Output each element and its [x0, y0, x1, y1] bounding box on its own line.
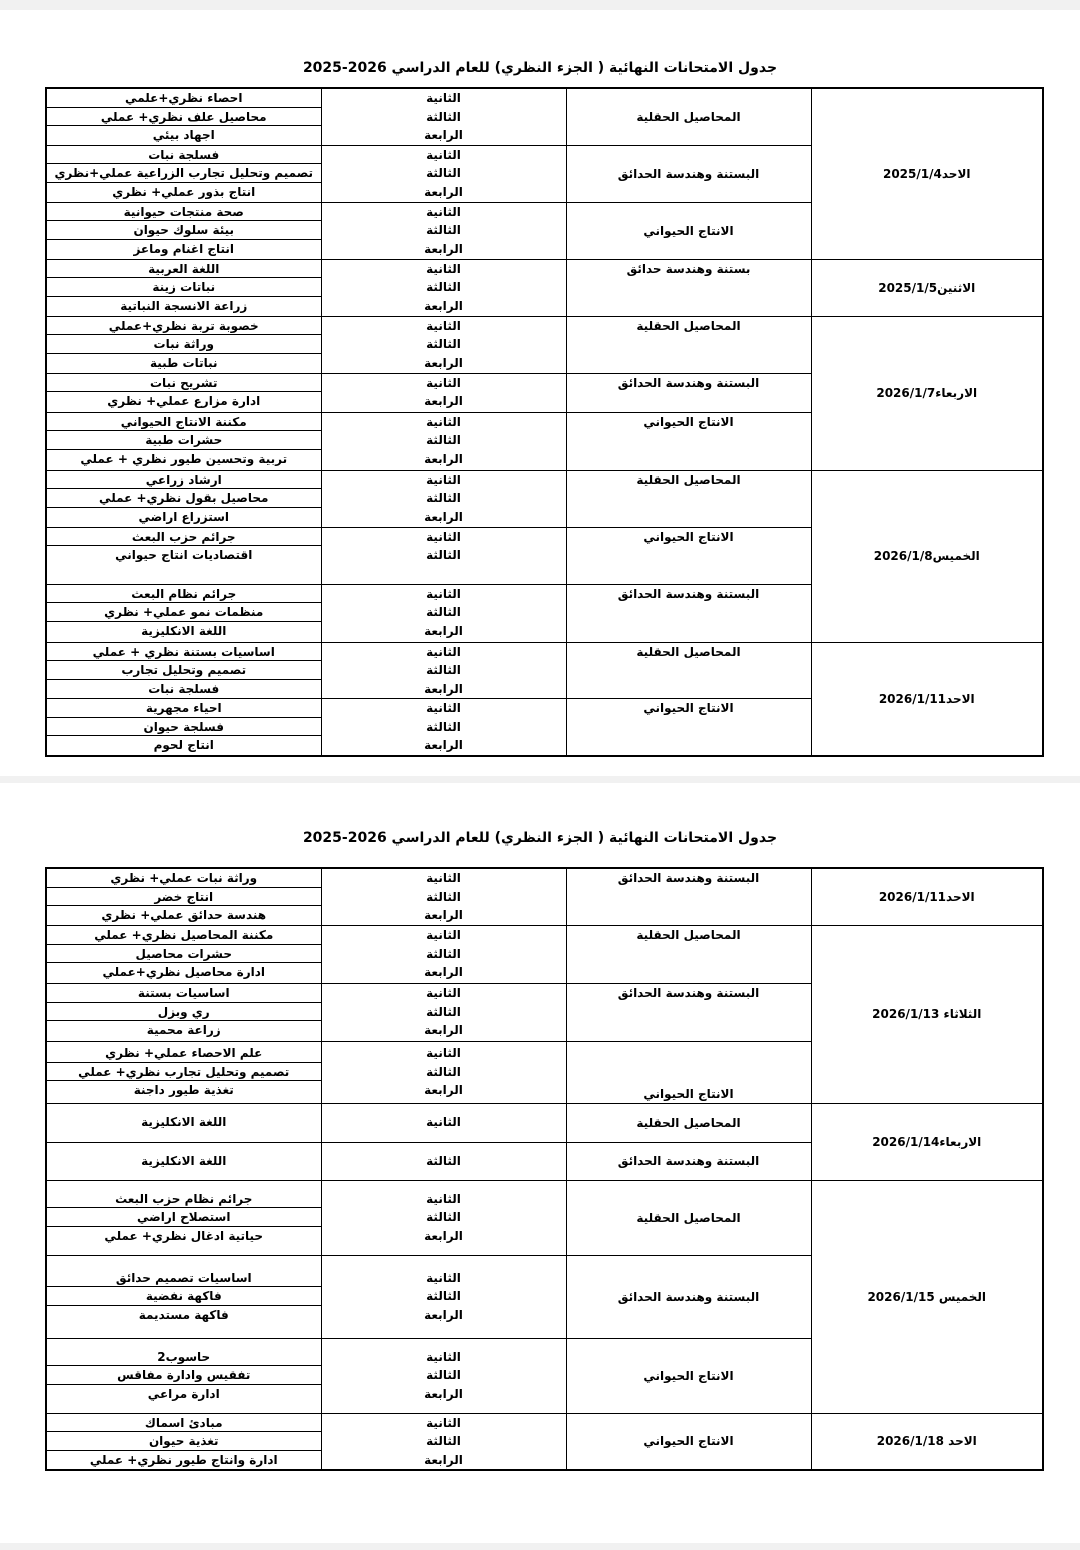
exam-stage: الثانية [426, 261, 461, 276]
exam-subject: صحة منتجات حيوانية [47, 203, 321, 222]
exam-subject: اللغة العربية [47, 260, 321, 279]
subject-list [46, 868, 321, 925]
stage-list [321, 527, 566, 584]
exam-subject: مكننة الانتاج الحيواني [47, 413, 321, 432]
exam-subject: اساسيات بستنة [47, 984, 321, 1003]
exam-stage: الثالثة [426, 280, 461, 294]
exam-stage: الثالثة [426, 1368, 461, 1383]
exam-subject: تغذية طيور داجنة [133, 1083, 234, 1098]
exam-stage: الثانية [426, 1046, 461, 1061]
exam-stage: الرابعة [424, 1386, 463, 1401]
subject-list [46, 925, 321, 983]
subject-list [46, 527, 321, 584]
stage-list [321, 699, 566, 756]
exam-subject: علم الاحصاء عملي+ نظري [47, 1044, 321, 1063]
subject-list [46, 1180, 321, 1255]
exam-stage: الرابعة [424, 451, 463, 466]
exam-subject: تصميم وتحليل تجارب [47, 661, 321, 680]
exam-date: الثلاثاء 2026/1/13 [811, 925, 1043, 1103]
department-name: المحاصيل الحقلية [566, 470, 811, 527]
subject-list [46, 259, 321, 316]
exam-stage: الثانية [426, 147, 461, 162]
exam-subject: احياء مجهرية [47, 699, 321, 718]
stage-list [321, 202, 566, 259]
exam-date: الاربعاء2026/1/7 [811, 316, 1043, 470]
exam-subject: فسلجة نبات [148, 681, 220, 696]
schedule-title: جدول الامتحانات النهائية ( الجزء النظري) للعام الدراسي 2026-2025 [302, 830, 778, 846]
exam-stage: الثانية [426, 701, 461, 715]
exam-stage: الثانية [426, 1270, 461, 1285]
exam-subject: مبادئ اسماك [47, 1414, 321, 1433]
department-name: الانتاج الحيواني [566, 1413, 811, 1470]
exam-subject: محاصيل علف نظري+ عملي [47, 108, 321, 127]
exam-date: الاحد 2026/1/18 [811, 1413, 1043, 1470]
stage-list [321, 1255, 566, 1338]
exam-stage: الرابعة [424, 298, 463, 313]
department-name: المحاصيل الحقلية [566, 88, 811, 145]
exam-subject: منظمات نمو عملي+ نظري [47, 603, 321, 622]
exam-subject: استزراع اراضي [138, 509, 230, 524]
exam-schedule-body [46, 868, 1043, 1470]
exam-subject: جرائم نظام حزب البعث [47, 1190, 321, 1209]
exam-subject: جرائم نظام البعث [47, 585, 321, 604]
exam-stage: الثالثة [426, 605, 461, 619]
exam-subject: ارشاد زراعي [47, 471, 321, 490]
exam-subject: تفقيس وادارة مفاقس [47, 1366, 321, 1385]
department-name: المحاصيل الحقلية [566, 642, 811, 699]
exam-stage: الثانية [426, 529, 461, 544]
schedule-row [46, 925, 1043, 983]
exam-subject: وراثة نبات [47, 335, 321, 354]
department-name: البستنة وهندسة الحدائق [566, 868, 811, 925]
schedule-row [46, 1103, 1043, 1142]
exam-date: الخميس2026/1/8 [811, 470, 1043, 642]
exam-subject: تربية وتحسين طيور نظري + عملي [80, 451, 288, 466]
exam-stage: الثالثة [426, 1210, 461, 1225]
exam-schedule-table [45, 87, 1044, 757]
subject-list [46, 699, 321, 756]
subject-list [46, 88, 321, 145]
department-name: الانتاج الحيواني [566, 699, 811, 756]
schedule-row [46, 642, 1043, 699]
page-separator [0, 776, 1080, 783]
exam-stage: الثالثة [426, 1289, 461, 1304]
exam-subject: ادارة مراعي [147, 1386, 220, 1401]
exam-stage: الثانية [426, 318, 461, 333]
stage-list [321, 868, 566, 925]
exam-stage: الرابعة [424, 1307, 463, 1322]
exam-stage: الرابعة [424, 1023, 463, 1038]
exam-stage: الثانية [426, 1191, 461, 1206]
exam-subject: اللغة الانكليزية [141, 623, 227, 638]
exam-subject: زراعة الانسجة النباتية [120, 298, 248, 313]
subject-list [46, 470, 321, 527]
exam-subject: ري وبزل [47, 1003, 321, 1022]
exam-subject: انتاج لحوم [153, 738, 214, 752]
exam-subject: انتاج اغنام وماعز [133, 241, 235, 256]
exam-stage: الثالثة [426, 109, 461, 124]
department-name: البستنة وهندسة الحدائق [566, 145, 811, 202]
exam-stage: الرابعة [424, 355, 463, 370]
subject-list [46, 202, 321, 259]
exam-stage: الثالثة [426, 663, 461, 677]
exam-stage: الثالثة [426, 1434, 461, 1448]
subject-list [46, 1041, 321, 1103]
subject-list [46, 1103, 321, 1142]
exam-stage: الثانية [426, 414, 461, 429]
exam-stage: الرابعة [424, 738, 463, 752]
exam-stage: الثالثة [426, 491, 461, 505]
stage-list [321, 412, 566, 470]
exam-stage: الرابعة [424, 965, 463, 980]
exam-stage: الثالثة [426, 433, 461, 447]
exam-stage: الرابعة [424, 509, 463, 524]
stage-list [321, 983, 566, 1041]
schedule-row [46, 316, 1043, 373]
subject-list [46, 1338, 321, 1413]
department-name: الانتاج الحيواني [566, 202, 811, 259]
exam-subject: نباتات طبية [149, 355, 218, 370]
exam-schedule-table [45, 867, 1044, 1471]
exam-subject: حشرات طبية [47, 431, 321, 450]
exam-stage: الثالثة [426, 337, 461, 351]
exam-subject: ادارة وانتاج طيور نظري+ عملي [89, 1452, 278, 1467]
exam-subject: نباتات زينة [47, 278, 321, 297]
exam-stage: الثانية [426, 1415, 461, 1430]
department-name: بستنة وهندسة حدائق [566, 259, 811, 316]
exam-stage: الثالثة [426, 223, 461, 237]
subject-list [46, 584, 321, 642]
stage-list [321, 470, 566, 527]
exam-subject: اساسيات تصميم حدائق [47, 1269, 321, 1288]
department-name: البستنة وهندسة الحدائق [566, 983, 811, 1041]
exam-stage: الرابعة [424, 908, 463, 922]
exam-subject: اقتصاديات انتاج حيواني [115, 548, 253, 562]
schedule-row [46, 868, 1043, 925]
subject-list [46, 642, 321, 699]
exam-stage: الرابعة [424, 394, 463, 408]
department-name: الانتاج الحيواني [566, 412, 811, 470]
subject-list [46, 1413, 321, 1470]
department-name: البستنة وهندسة الحدائق [566, 373, 811, 412]
schedule-row [46, 1413, 1043, 1470]
exam-stage: الرابعة [424, 1228, 463, 1243]
exam-subject: فسلجة حيوان [47, 718, 321, 737]
exam-subject: اللغة الانكليزية [141, 1115, 227, 1130]
stage-list [321, 642, 566, 699]
exam-subject: حاسوب2 [47, 1348, 321, 1367]
department-name: البستنة وهندسة الحدائق [566, 1142, 811, 1180]
exam-subject: خصوبة تربة نظري+عملي [47, 317, 321, 336]
stage-list [321, 1338, 566, 1413]
exam-subject: اللغة الانكليزية [141, 1153, 227, 1168]
stage-list [321, 1041, 566, 1103]
department-name: المحاصيل الحقلية [566, 1103, 811, 1142]
exam-subject: انتاج بذور عملي+ نظري [112, 184, 256, 199]
subject-list [46, 1142, 321, 1180]
schedule-row [46, 88, 1043, 145]
subject-list [46, 373, 321, 412]
exam-subject: انتاج خضر [47, 888, 321, 907]
exam-stage: الثانية [426, 375, 461, 390]
exam-subject: فاكهة نفضية [47, 1287, 321, 1306]
exam-date: الاحد2026/1/11 [811, 642, 1043, 756]
page-separator [0, 0, 1080, 10]
stage-list [321, 259, 566, 316]
exam-stage: الثانية [426, 472, 461, 487]
exam-subject: بيئة سلوك حيوان [47, 221, 321, 240]
department-name: البستنة وهندسة الحدائق [566, 1255, 811, 1338]
exam-stage: الثانية [426, 586, 461, 601]
exam-stage: الرابعة [424, 128, 463, 142]
department-name: المحاصيل الحقلية [566, 1180, 811, 1255]
exam-subject: فاكهة مستديمة [138, 1307, 229, 1322]
exam-subject: احصاء نظري+علمي [47, 89, 321, 108]
exam-stage: الرابعة [424, 1452, 463, 1467]
exam-date: الخميس 2026/1/15 [811, 1180, 1043, 1413]
exam-stage: الرابعة [424, 241, 463, 256]
subject-list [46, 1255, 321, 1338]
stage-list [321, 925, 566, 983]
exam-subject: تغذية حيوان [47, 1432, 321, 1451]
exam-subject: حشرات محاصيل [47, 945, 321, 964]
exam-stage: الرابعة [424, 184, 463, 199]
exam-stage: الثالثة [426, 946, 461, 961]
schedule-title: جدول الامتحانات النهائية ( الجزء النظري) للعام الدراسي 2026-2025 [302, 60, 778, 76]
exam-subject: حياتية ادغال نظري+ عملي [104, 1228, 264, 1243]
exam-stage: الثانية [426, 1349, 461, 1364]
exam-stage: الثالثة [426, 1153, 461, 1168]
exam-stage: الثانية [426, 928, 461, 943]
schedule-row [46, 259, 1043, 316]
exam-stage: الرابعة [424, 681, 463, 696]
exam-subject: وراثة نبات عملي+ نظري [47, 869, 321, 888]
exam-stage: الثالثة [426, 1004, 461, 1019]
subject-list [46, 316, 321, 373]
department-name: المحاصيل الحقلية [566, 316, 811, 373]
page-separator [0, 1543, 1080, 1550]
department-name: المحاصيل الحقلية [566, 925, 811, 983]
subject-list [46, 145, 321, 202]
exam-subject: هندسة حدائق عملي+ نظري [101, 908, 267, 922]
stage-list [321, 1142, 566, 1180]
stage-list [321, 1103, 566, 1142]
exam-stage: الثالثة [426, 1064, 461, 1079]
department-name: الانتاج الحيواني [566, 1041, 811, 1103]
exam-subject: ادارة محاصيل نظري+عملي [102, 965, 265, 980]
department-name: الانتاج الحيواني [566, 527, 811, 584]
stage-list [321, 316, 566, 373]
stage-list [321, 1180, 566, 1255]
stage-list [321, 373, 566, 412]
exam-subject: اجهاد بيئي [152, 128, 215, 142]
exam-stage: الرابعة [424, 1083, 463, 1098]
exam-stage: الثانية [426, 204, 461, 219]
exam-date: الاربعاء2026/1/14 [811, 1103, 1043, 1180]
exam-subject: محاصيل بقول نظري+ عملي [47, 489, 321, 508]
subject-list [46, 983, 321, 1041]
department-name: الانتاج الحيواني [566, 1338, 811, 1413]
exam-stage: الثالثة [426, 166, 461, 180]
exam-stage: الثالثة [426, 548, 461, 562]
exam-stage: الثانية [426, 1115, 461, 1130]
exam-date: الاحد2026/1/11 [811, 868, 1043, 925]
exam-subject: ادارة مزارع عملي+ نظري [107, 394, 261, 408]
exam-stage: الثانية [426, 644, 461, 659]
exam-subject: زراعة محمية [146, 1023, 221, 1038]
exam-subject: تصميم وتحليل تجارب الزراعية عملي+نظري [47, 164, 321, 183]
stage-list [321, 145, 566, 202]
subject-list [46, 412, 321, 470]
schedule-row [46, 470, 1043, 527]
exam-stage: الثانية [426, 91, 461, 105]
exam-subject: اساسيات بستنة نظري + عملي [47, 643, 321, 662]
exam-subject: جرائم حزب البعث [47, 528, 321, 547]
exam-subject: فسلجة نبات [47, 146, 321, 165]
exam-stage: الرابعة [424, 623, 463, 638]
exam-schedule-body [46, 88, 1043, 756]
exam-subject: استصلاح اراضي [47, 1208, 321, 1227]
exam-subject: تشريح نبات [47, 374, 321, 393]
stage-list [321, 88, 566, 145]
exam-stage: الثانية [426, 986, 461, 1001]
stage-list [321, 584, 566, 642]
exam-date: الاثنين2025/1/5 [811, 259, 1043, 316]
schedule-row [46, 1180, 1043, 1255]
department-name: البستنة وهندسة الحدائق [566, 584, 811, 642]
stage-list [321, 1413, 566, 1470]
exam-subject: تصميم وتحليل تجارب نظري+ عملي [47, 1063, 321, 1082]
exam-stage: الثالثة [426, 719, 461, 734]
exam-date: الاحد2025/1/4 [811, 88, 1043, 259]
exam-stage: الثالثة [426, 889, 461, 904]
exam-subject: مكننة المحاصيل نظري+ عملي [47, 926, 321, 945]
exam-stage: الثانية [426, 871, 461, 885]
